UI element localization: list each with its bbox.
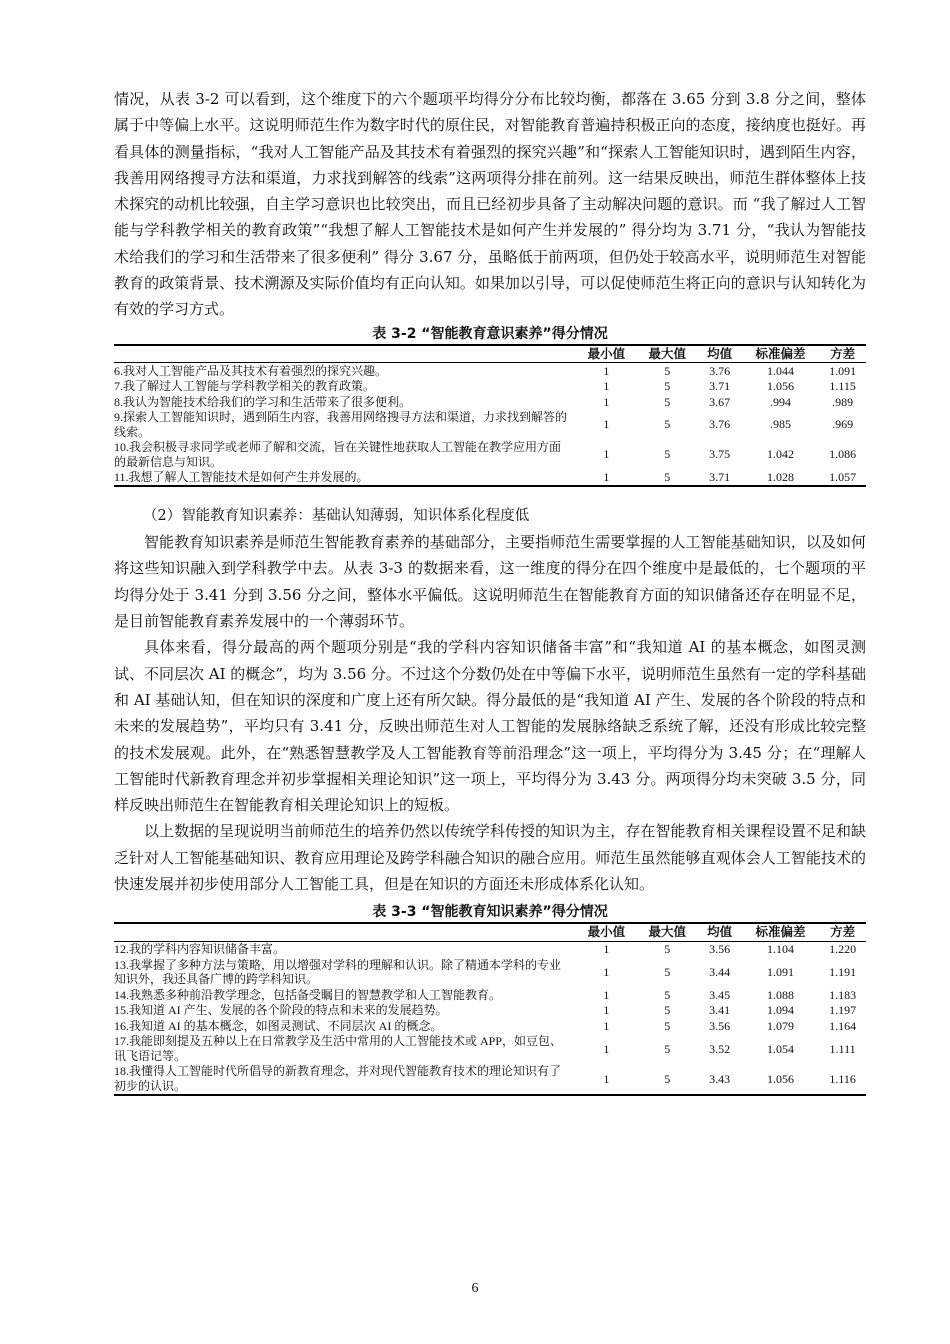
row-var: 1.111 [829, 1041, 856, 1056]
row-max: 5 [664, 987, 671, 1002]
row-var: 1.220 [829, 942, 857, 957]
row-var: 1.115 [829, 379, 856, 394]
row-min: 1 [576, 1064, 637, 1095]
row-sd: 1.042 [766, 447, 794, 462]
table-row [114, 987, 866, 1003]
header-var: 方差 [819, 345, 866, 363]
row-min: 1 [603, 1018, 610, 1033]
row-mean: 3.43 [698, 1064, 742, 1095]
row-min: 1 [603, 447, 610, 462]
table-header-row [114, 923, 866, 941]
header-min: 最小值 [576, 923, 637, 941]
table-row [114, 1064, 866, 1095]
row-var: .969 [832, 417, 854, 432]
table-row [114, 957, 866, 987]
row-item: 16.我知道 AI 的基本概念，如图灵测试、不同层次 AI 的概念。 [114, 1018, 443, 1033]
row-mean: 3.44 [709, 965, 731, 980]
row-min: 1 [603, 942, 610, 957]
row-min: 1 [603, 965, 610, 980]
row-max: 5 [637, 470, 698, 487]
document-page [114, 86, 866, 1096]
row-max: 5 [664, 1003, 671, 1018]
table-3-2 [114, 344, 866, 488]
header-sd: 标准偏差 [742, 923, 820, 941]
row-item: 18.我懂得人工智能时代所倡导的新教育理念，并对现代智能教育技术的理论知识有了初步的认识。 [114, 1064, 576, 1095]
row-max: 5 [637, 1064, 698, 1095]
row-item: 12.我的学科内容知识储备丰富。 [114, 942, 286, 957]
row-mean: 3.75 [709, 447, 731, 462]
row-max: 5 [664, 363, 671, 378]
row-mean: 3.45 [709, 987, 731, 1002]
row-mean: 3.76 [709, 417, 731, 432]
row-sd: 1.028 [742, 470, 820, 487]
row-min: 1 [603, 379, 610, 394]
section-heading: （2）智能教育知识素养：基础认知薄弱，知识体系化程度低 [143, 508, 530, 525]
table-row [114, 410, 866, 440]
row-min: 1 [603, 1003, 610, 1018]
row-sd: 1.094 [766, 1003, 794, 1018]
header-max: 最大值 [637, 923, 698, 941]
row-max: 5 [664, 394, 671, 409]
row-item: 6.我对人工智能产品及其技术有着强烈的探究兴趣。 [114, 363, 388, 378]
row-var: 1.164 [829, 1018, 857, 1033]
table-row [114, 470, 866, 487]
row-min: 1 [603, 363, 610, 378]
header-item [114, 923, 576, 941]
row-sd: 1.088 [766, 987, 794, 1002]
header-item [114, 345, 576, 363]
row-item: 15.我知道 AI 产生、发展的各个阶段的特点和未来的发展趋势。 [114, 1003, 448, 1018]
row-sd: 1.056 [766, 379, 794, 394]
header-var: 方差 [819, 923, 866, 941]
body-paragraph: 以上数据的呈现说明当前师范生的培养仍然以传统学科传授的知识为主，存在智能教育相关课程设置不足和缺乏针对人工智能基础知识、教育应用理论及跨学科融合知识的融合应用。师范生虽然能够直观体会人工智能技术的快速发展并初步使用部分人工智能工具，但是在知识的方面还未形成体系化认知。 [114, 822, 866, 894]
row-min: 1 [603, 987, 610, 1002]
row-var: 1.116 [819, 1064, 866, 1095]
row-var: 1.191 [829, 965, 857, 980]
row-mean: 3.71 [698, 470, 742, 487]
row-item: 8.我认为智能技术给我们的学习和生活带来了很多便利。 [114, 394, 412, 409]
row-var: 1.086 [829, 447, 857, 462]
row-max: 5 [664, 447, 671, 462]
table-row [114, 363, 866, 379]
row-sd: 1.044 [766, 363, 794, 378]
row-mean: 3.41 [709, 1003, 731, 1018]
table-3-2-caption: 表 3-2 “智能教育意识素养”得分情况 [372, 325, 608, 342]
table-row [114, 394, 866, 410]
intro-paragraph: 情况，从表 3-2 可以看到，这个维度下的六个题项平均得分分布比较均衡，都落在 3.65 分到 3.8 分之间，整体属于中等偏上水平。这说明师范生作为数字时代的原住民，对智能教育普遍持积极正向的态度，接纳度也挺好。再看具体的测量指标，“我对人工智能产品及其技术有着强烈的探究兴趣”和“探索人工智能知识时，遇到陌生内容，我善用网络搜寻方法和渠道，力求找到解答的线索”这两项得分排在前列。这一结果反映出，师范生群体整体上技术探究的动机比较强，自主学习意识也比较突出，而且已经初步具备了主动解决问题的意识。而 “我了解过人工智能与学科教学相关的教育政策”“我想了解人工智能技术是如何产生并发展的” 得分均为 3.71 分，“我认为智能技术给我们的学习和生活带来了很多便利” 得分 3.67 分，虽略低于前两项，但仍处于较高水平，说明师范生对智能教育的政策背景、技术溯源及实际价值均有正向认知。如果加以引导，可以促使师范生将正向的意识与认知转化为有效的学习方式。 [114, 90, 866, 319]
row-max: 5 [664, 417, 671, 432]
table-row [114, 941, 866, 957]
row-sd: 1.056 [742, 1064, 820, 1095]
row-item: 10.我会积极寻求同学或老师了解和交流，旨在关键性地获取人工智能在教学应用方面的最新信息与知识。 [114, 440, 562, 469]
row-mean: 3.56 [709, 1018, 731, 1033]
row-max: 5 [664, 379, 671, 394]
row-var: 1.091 [829, 363, 857, 378]
table-row [114, 1034, 866, 1064]
header-mean: 均值 [698, 345, 742, 363]
table-row [114, 1018, 866, 1034]
row-item: 7.我了解过人工智能与学科教学相关的教育政策。 [114, 379, 376, 394]
row-max: 5 [664, 1041, 671, 1056]
row-item: 13.我掌握了多种方法与策略，用以增强对学科的理解和认识。除了精通本学科的专业知识外，我还具备广博的跨学科知识。 [114, 957, 562, 987]
row-min: 1 [603, 417, 610, 432]
row-var: .989 [832, 394, 854, 409]
row-mean: 3.76 [709, 363, 731, 378]
row-sd: 1.104 [766, 942, 794, 957]
row-sd: .985 [769, 417, 791, 432]
header-max: 最大值 [637, 345, 698, 363]
row-max: 5 [664, 942, 671, 957]
row-min: 1 [603, 1041, 610, 1056]
table-3-3-caption: 表 3-3 “智能教育知识素养”得分情况 [372, 904, 608, 921]
row-var: 1.183 [829, 987, 857, 1002]
row-item: 14.我熟悉多种前沿教学理念，包括备受瞩目的智慧教学和人工智能教育。 [114, 987, 502, 1002]
header-sd: 标准偏差 [742, 345, 820, 363]
row-min: 1 [576, 470, 637, 487]
page-number: 6 [471, 1281, 479, 1296]
row-item: 11.我想了解人工智能技术是如何产生并发展的。 [114, 470, 576, 487]
row-sd: 1.079 [766, 1018, 794, 1033]
row-mean: 3.67 [709, 394, 731, 409]
row-var: 1.057 [819, 470, 866, 487]
table-3-3 [114, 922, 866, 1096]
body-paragraph: 智能教育知识素养是师范生智能教育素养的基础部分，主要指师范生需要掌握的人工智能基础知识，以及如何将这些知识融入到学科教学中去。从表 3-3 的数据来看，这一维度的得分在四个维度中是最低的，七个题项的平均得分处于 3.41 分到 3.56 分之间，整体水平偏低。这说明师范生在智能教育方面的知识储备还存在明显不足，是目前智能教育素养发展中的一个薄弱环节。 [114, 533, 866, 631]
body-paragraph: 具体来看，得分最高的两个题项分别是“我的学科内容知识储备丰富”和“我知道 AI 的基本概念，如图灵测试、不同层次 AI 的概念”，均为 3.56 分。不过这个分数仍处在中等偏下水平，说明师范生虽然有一定的学科基础和 AI 基础认知，但在知识的深度和广度上还有所欠缺。得分最低的是“我知道 AI 产生、发展的各个阶段的特点和未来的发展趋势”，平均只有 3.41 分，反映出师范生对人工智能的发展脉络缺乏系统了解，还没有形成比较完整的技术发展观。此外，在“熟悉智慧教学及人工智能教育等前沿理念”这一项上，平均得分为 3.45 分；在“理解人工智能时代新教育理念并初步掌握相关理论知识”这一项上，平均得分为 3.43 分。两项得分均未突破 3.5 分，同样反映出师范生在智能教育相关理论知识上的短板。 [114, 638, 866, 815]
row-mean: 3.71 [709, 379, 731, 394]
table-row [114, 1003, 866, 1019]
row-sd: 1.091 [766, 965, 794, 980]
row-item: 9.探索人工智能知识时，遇到陌生内容，我善用网络搜寻方法和渠道，力求找到解答的线索。 [114, 410, 568, 439]
row-max: 5 [664, 965, 671, 980]
table-row [114, 440, 866, 470]
row-max: 5 [664, 1018, 671, 1033]
row-var: 1.197 [829, 1003, 857, 1018]
row-mean: 3.52 [709, 1041, 731, 1056]
header-min: 最小值 [576, 345, 637, 363]
row-sd: 1.054 [766, 1041, 794, 1056]
header-mean: 均值 [698, 923, 742, 941]
row-mean: 3.56 [709, 942, 731, 957]
row-item: 17.我能即刻提及五种以上在日常教学及生活中常用的人工智能技术或 APP，如豆包、讯飞语记等。 [114, 1034, 563, 1063]
table-row [114, 379, 866, 395]
row-sd: .994 [769, 394, 791, 409]
row-min: 1 [603, 394, 610, 409]
table-header-row [114, 345, 866, 363]
